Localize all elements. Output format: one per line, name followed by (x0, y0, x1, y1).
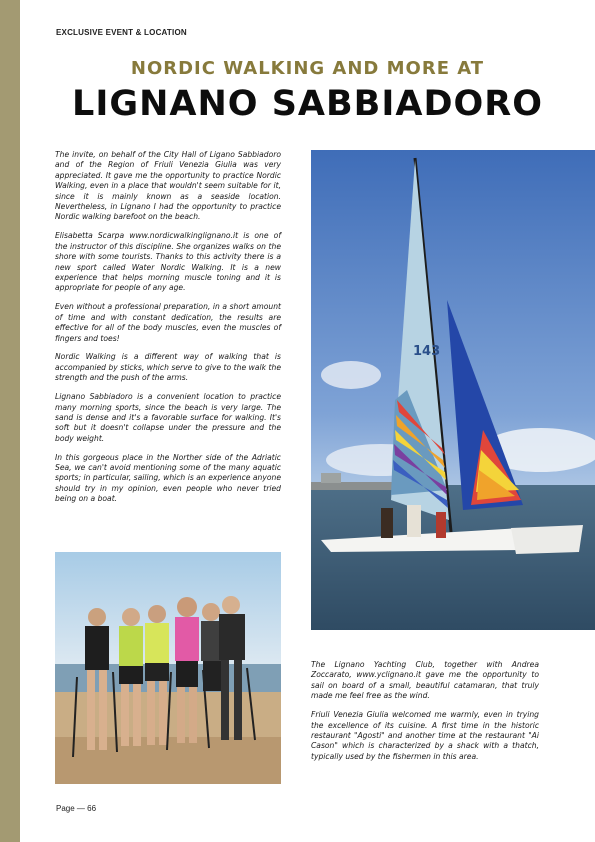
article-title: LIGNANO SABBIADORO (72, 84, 543, 124)
paragraph: Nordic Walking is a different way of walking that is accompanied by sticks, which serve to give to the walk the strength and the push of the arms. (55, 352, 281, 383)
paragraph: Lignano Sabbiadoro is a convenient location to practice many morning sports, since the beach is very large. The sand is dense and it's a favorable surface for walking. It's soft but it doesn't collapse under the pressure and the body weight. (55, 392, 281, 443)
paragraph: Friuli Venezia Giulia welcomed me warmly, even in trying the excellence of its cuisine. A first time in the historic restaurant "Agosti" and another time at the restaurant "Ai Cason" which is characterized by a shack with a thatch, typically used by the fishermen in this area. (311, 710, 539, 761)
paragraph: Even without a professional preparation, in a short amount of time and with constant dedication, the results are effective for all of the body muscles, even the muscles of fingers and toes! (55, 302, 281, 343)
article-subtitle: NORDIC WALKING AND MORE AT (130, 58, 485, 79)
side-accent-bar (0, 0, 20, 842)
catamaran-photo (311, 150, 595, 630)
paragraph: The invite, on behalf of the City Hall of Ligano Sabbiadoro and of the Region of Friuli Venezia Giulia was very appreciated. It gave me the opportunity to practice Nordic Walking, even in a place that wouldn't seem suitable for it, since it is mainly known as a seaside location. Nevertheless, in Lignano I had the opportunity to practice Nordic walking barefoot on the beach. (55, 150, 281, 222)
paragraph: In this gorgeous place in the Norther side of the Adriatic Sea, we can't avoid mentioning some of the many aquatic sports; in particular, sailing, which is an experience anyone should try in my opinion, even people who never tried being on a boat. (55, 452, 281, 504)
left-text-column (55, 150, 281, 513)
paragraph: Elisabetta Scarpa www.nordicwalkinglignano.it is one of the instructor of this discipline. She organizes walks on the shore with some tourists. Thanks to this activity there is a new sport called Water Nordic Walking. It is a new experience that helps morning muscle toning and it is appropriate for people of any age. (55, 231, 281, 293)
section-label: EXCLUSIVE EVENT & LOCATION (56, 28, 187, 37)
paragraph: The Lignano Yachting Club, together with Andrea Zoccarato, www.yclignano.it gave me the opportunity to sail on board of a small, beautiful catamaran, that truly made me feel free as the wind. (311, 660, 539, 701)
right-text-column (311, 660, 539, 771)
sail-number: 143 (413, 344, 441, 359)
page-number: Page — 66 (56, 804, 97, 813)
nordic-walking-photo (55, 552, 281, 784)
